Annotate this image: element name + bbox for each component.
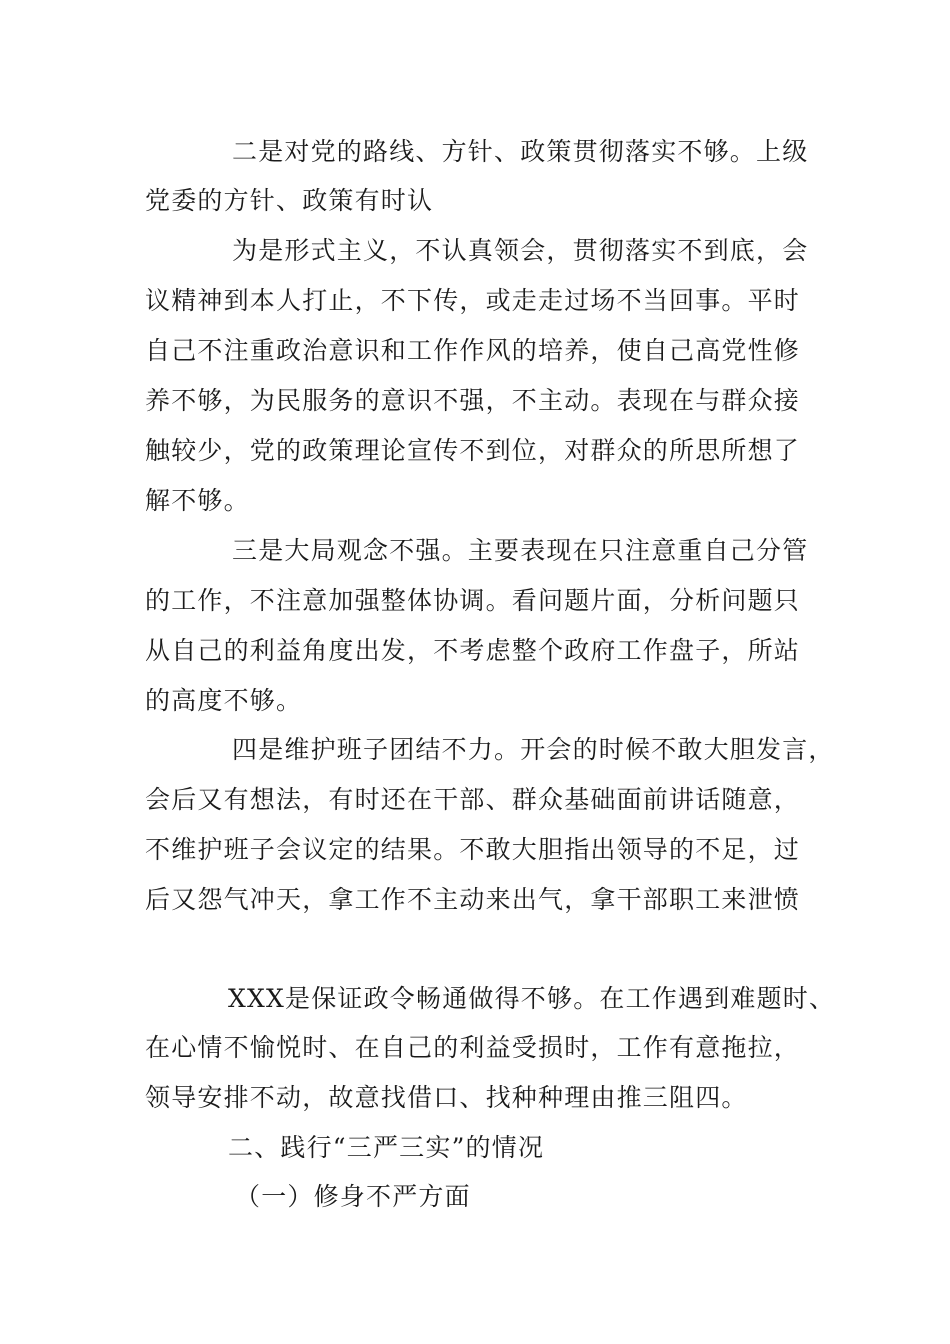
paragraph-line: 触较少，党的政策理论宣传不到位，对群众的所思所想了 xyxy=(145,436,801,465)
paragraph-line: 二是对党的路线、方针、政策贯彻落实不够。上级 xyxy=(232,137,809,166)
section-heading: 二、践行“三严三实”的情况 xyxy=(228,1133,545,1162)
paragraph-line: 解不够。 xyxy=(145,486,250,515)
paragraph-line: 为是形式主义，不认真领会，贯彻落实不到底，会 xyxy=(232,236,809,265)
paragraph-line: 后又怨气冲天，拿工作不主动来出气，拿干部职工来泄愤 xyxy=(145,885,801,914)
paragraph-line: 的高度不够。 xyxy=(145,686,303,715)
paragraph-line: 自己不注重政治意识和工作作风的培养，使自己高党性修 xyxy=(145,336,801,365)
paragraph-line: XXX是保证政令畅通做得不够。在工作遇到难题时、 xyxy=(228,984,836,1013)
paragraph-line: 不维护班子会议定的结果。不敢大胆指出领导的不足，过 xyxy=(145,835,801,864)
paragraph-line: 会后又有想法，有时还在干部、群众基础面前讲话随意， xyxy=(145,785,801,814)
paragraph-line: 在心情不愉悦时、在自己的利益受损时，工作有意拖拉， xyxy=(145,1033,801,1062)
paragraph-line: 从自己的利益角度出发，不考虑整个政府工作盘子，所站 xyxy=(145,636,801,665)
paragraph-line: 的工作，不注意加强整体协调。看问题片面，分析问题只 xyxy=(145,586,801,615)
paragraph-line: 议精神到本人打止，不下传，或走走过场不当回事。平时 xyxy=(145,286,801,315)
paragraph-line: 三是大局观念不强。主要表现在只注意重自己分管 xyxy=(232,536,809,565)
paragraph-line: 党委的方针、政策有时认 xyxy=(145,186,434,215)
subsection-heading: （一）修身不严方面 xyxy=(235,1182,471,1211)
paragraph-line: 领导安排不动，故意找借口、找种种理由推三阻四。 xyxy=(145,1083,748,1112)
paragraph-line: 四是维护班子团结不力。开会的时候不敢大胆发言， xyxy=(232,735,835,764)
paragraph-line: 养不够，为民服务的意识不强，不主动。表现在与群众接 xyxy=(145,386,801,415)
